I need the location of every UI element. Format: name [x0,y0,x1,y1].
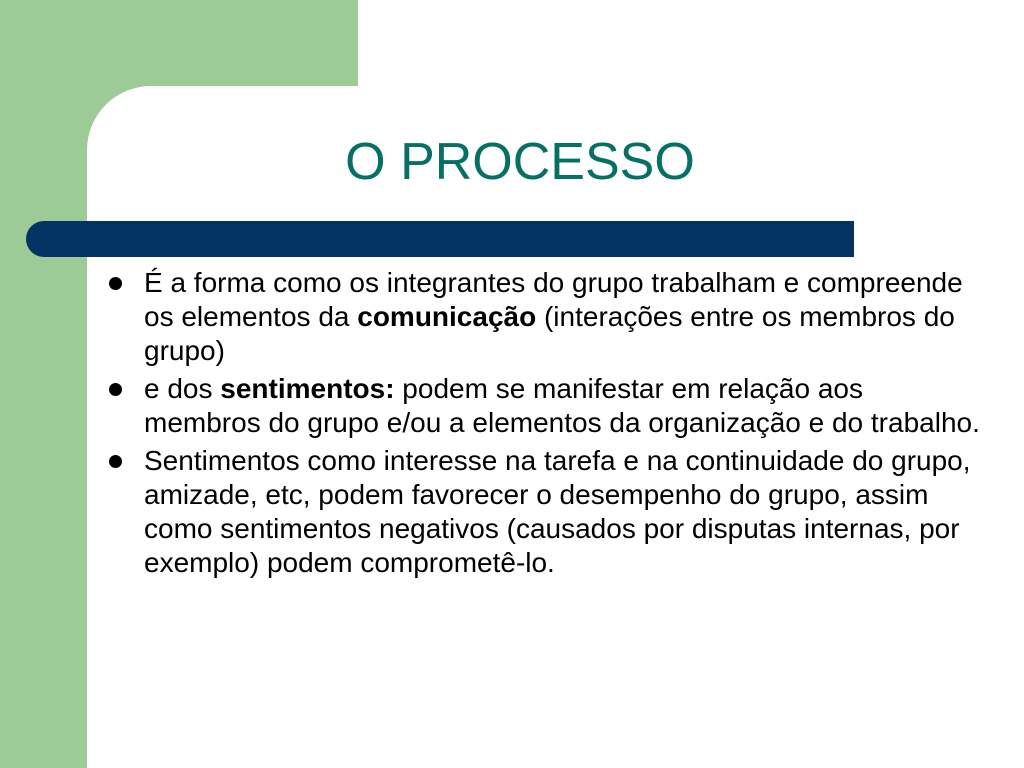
bullet-2-text-b: podem se manifestar em relação aos membros do grupo e/ou a elementos da organização e do trabalho. [144,373,980,438]
bullet-2-keyword: sentimentos: [220,373,395,404]
bullet-dot-icon [109,383,122,396]
bullet-1-text-b: (interações entre os membros do grupo) [144,301,955,366]
bullet-dot-icon [109,277,122,290]
bullet-item-1 [104,266,984,368]
bullet-2-text-a: e dos [144,373,221,404]
bullet-list [104,266,984,584]
bullet-3-text: Sentimentos como interesse na tarefa e na continuidade do grupo, amizade, etc, podem favorecer o desempenho do grupo, assim como sentimentos negativos (causados por disputas internas, por exemplo) podem comprometê-lo. [144,445,971,578]
title-divider-bar [26,221,854,257]
bullet-item-2 [104,372,984,440]
bullet-dot-icon [109,455,122,468]
bullet-1-text-a: É a forma como os integrantes do grupo trabalham e compreende os elementos da [144,267,963,332]
bullet-item-3 [104,444,984,580]
slide-title: O PROCESSO [345,133,695,191]
bullet-1-keyword: comunicação [357,301,537,332]
green-side-strip [0,0,87,768]
